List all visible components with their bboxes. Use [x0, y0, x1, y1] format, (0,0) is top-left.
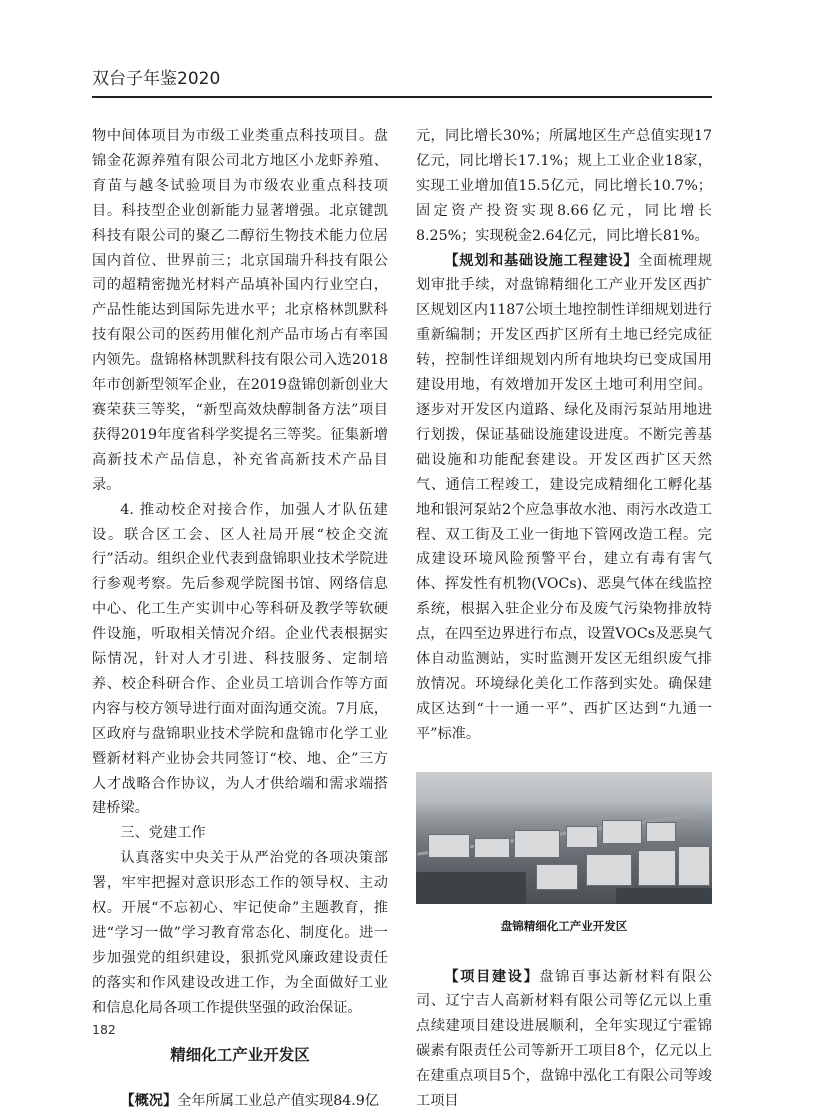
project-tag: 【项目建设】 [444, 968, 540, 985]
section-heading: 三、党建工作 [120, 825, 206, 842]
project-text: 盘锦百事达新材料有限公司、辽宁吉人高新材料有限公司等亿元以上重点续建项目建设进展顺利，全年实现辽宁霍锦碳素有限责任公司等新开工项目8个，亿元以上在建重点项目5个，盘锦中泓化工有限公司等竣工项目 [416, 968, 712, 1110]
overview-text: 全年所属工业总产值实现84.9亿 [177, 1092, 379, 1109]
left-column [92, 124, 388, 1113]
overview-paragraph [92, 1089, 388, 1114]
photo-caption: 盘锦精细化工产业开发区 [500, 918, 628, 933]
project-paragraph [416, 965, 712, 1114]
page-header-title: 双台子年鉴2020 [92, 69, 221, 89]
industrial-park-photo [416, 772, 712, 904]
paragraph: 认真落实中央关于从严治党的各项决策部署，牢牢把握对意识形态工作的领导权、主动权。开展“不忘初心、牢记使命”主题教育，推进“学习一做”学习教育常态化、制度化。进一步加强党的组织建设，狠抓党风廉政建设责任的落实和作风建设改进工作，为全面做好工业和信息化局各项工作提供坚强的政治保证。 [92, 850, 388, 1016]
paragraph: 物中间体项目为市级工业类重点科技项目。盘锦金花源养殖有限公司北方地区小龙虾养殖、育苗与越冬试验项目为市级农业重点科技项目。科技型企业创新能力显著增强。北京键凯科技有限公司的聚乙二醇衍生物技术能力位居国内首位、世界前三；北京国瑞升科技有限公司的超精密抛光材料产品填补国内行业空白，产品性能达到国际先进水平；北京格林凯默科技有限公司的医药用催化剂产品市场占有率国内领先。盘锦格林凯默科技有限公司入选2018年市创新型领军企业，在2019盘锦创新创业大赛荣获三等奖，“新型高效炔醇制备方法”项目获得2019年度省科学奖提名三等奖。征集新增高新技术产品信息，补充省高新技术产品目录。 [92, 128, 388, 493]
right-column [416, 124, 712, 1114]
planning-text: 全面梳理规划审批手续，对盘锦精细化工产业开发区西扩区规划区内1187公顷土地控制性详细规划进行重新编制；开发区西扩区所有土地已经完成征转，控制性详细规划内所有地块均已变成国用建设用地，有效增加开发区土地可利用空间。逐步对开发区内道路、绿化及雨污泵站用地进行划拨，保证基础设施建设进度。不断完善基础设施和功能配套建设。开发区西扩区天然气、通信工程竣工，建设完成精细化工孵化基地和银河泵站2个应急事故水池、雨污水改造工程、双工街及工业一街地下管网改造工程。完成建设环境风险预警平台，建立有毒有害气体、挥发性有机物(VOCs)、恶臭气体在线监控系统，根据入驻企业分布及废气污染物排放特点，在四至边界进行布点，设置VOCs及恶臭气体自动监测站，实时监测开发区无组织废气排放情况。环境绿化美化工作落到实处。确保建成区达到“十一通一平”、西扩区达到“九通一平”标准。 [416, 252, 712, 742]
header-divider [92, 96, 712, 98]
paragraph: 4. 推动校企对接合作，加强人才队伍建设。联合区工会、区人社局开展“校企交流行”活动。组织企业代表到盘锦职业技术学院进行参观考察。先后参观学院图书馆、网络信息中心、化工生产实训中心等科研及教学等软硬件设施，听取相关情况介绍。企业代表根据实际情况，针对人才引进、科技服务、定制培养、校企科研合作、企业员工培训合作等方面内容与校方领导进行面对面沟通交流。7月底，区政府与盘锦职业技术学院和盘锦市化学工业暨新材料产业协会共同签订“校、地、企”三方人才战略合作协议，为人才供给端和需求端搭建桥梁。 [92, 501, 388, 817]
page-number: 182 [92, 1022, 116, 1037]
planning-paragraph [416, 249, 712, 747]
overview-tag: 【概况】 [120, 1092, 178, 1109]
article-heading: 精细化工产业开发区 [170, 1045, 310, 1064]
planning-tag: 【规划和基础设施工程建设】 [444, 252, 639, 269]
paragraph: 元，同比增长30%；所属地区生产总值实现17亿元，同比增长17.1%；规上工业企业18家，实现工业增加值15.5亿元，同比增长10.7%；固定资产投资实现8.66亿元，同比增长8.25%；实现税金2.64亿元，同比增长81%。 [416, 128, 712, 244]
